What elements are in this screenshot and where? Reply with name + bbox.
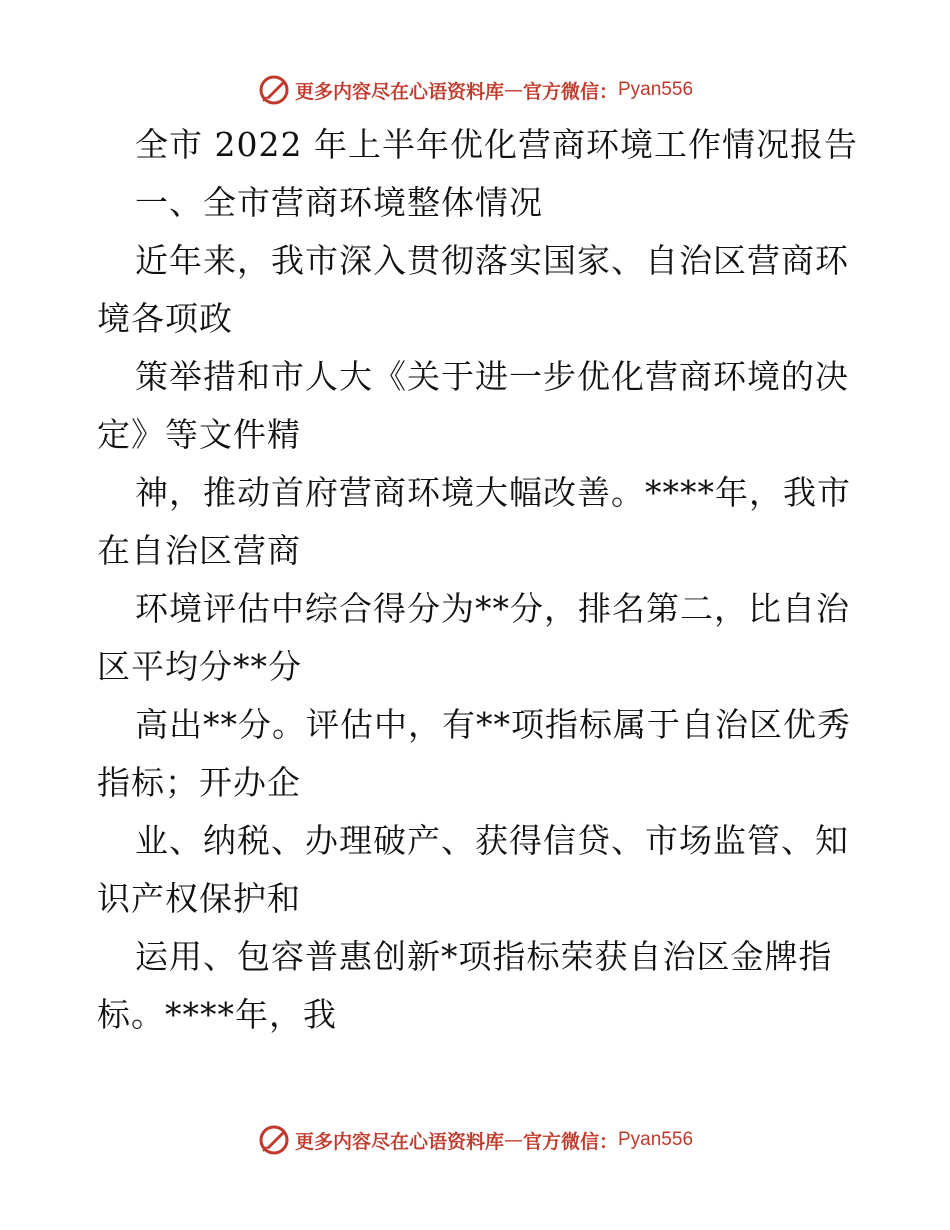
text-line: 业、纳税、办理破产、获得信贷、市场监管、知 (135, 821, 849, 860)
text-line: 一、全市营商环境整体情况 (135, 183, 543, 222)
watermark-wechat-id: Pyan556 (618, 79, 694, 100)
watermark-wechat-label: 官方微信： (522, 1130, 618, 1153)
text-line: 高出**分。评估中，有**项指标属于自治区优秀 (135, 705, 851, 744)
text-line: 定》等文件精 (97, 415, 301, 454)
watermark-text: 更多内容尽在心语资料库 (294, 1130, 504, 1153)
quill-logo-icon (257, 73, 291, 107)
text-line: 在自治区营商 (97, 531, 301, 570)
watermark-wechat-label: 官方微信： (522, 80, 618, 103)
text-line: 境各项政 (97, 299, 233, 338)
text-line: 识产权保护和 (97, 879, 301, 918)
footer-watermark (0, 1120, 950, 1160)
watermark-wechat-id: Pyan556 (618, 1129, 694, 1150)
text-line: 环境评估中综合得分为**分，排名第二，比自治 (135, 589, 850, 628)
watermark-separator: — (503, 1129, 523, 1151)
quill-logo-icon (257, 1123, 291, 1157)
text-line: 运用、包容普惠创新*项指标荣获自治区金牌指 (135, 937, 833, 976)
watermark-separator: — (503, 79, 523, 101)
text-line: 近年来，我市深入贯彻落实国家、自治区营商环 (135, 241, 849, 280)
text-line: 策举措和市人大《关于进一步优化营商环境的决 (135, 357, 849, 396)
text-line: 神，推动首府营商环境大幅改善。****年，我市 (135, 473, 851, 512)
header-watermark (0, 70, 950, 110)
text-line: 指标；开办企 (97, 763, 301, 802)
text-line: 标。****年，我 (97, 995, 337, 1034)
watermark-text: 更多内容尽在心语资料库 (294, 80, 504, 103)
document-title: 全市 2022 年上半年优化营商环境工作情况报告 (135, 125, 858, 164)
text-line: 区平均分**分 (97, 647, 302, 686)
document-body (97, 116, 857, 1044)
